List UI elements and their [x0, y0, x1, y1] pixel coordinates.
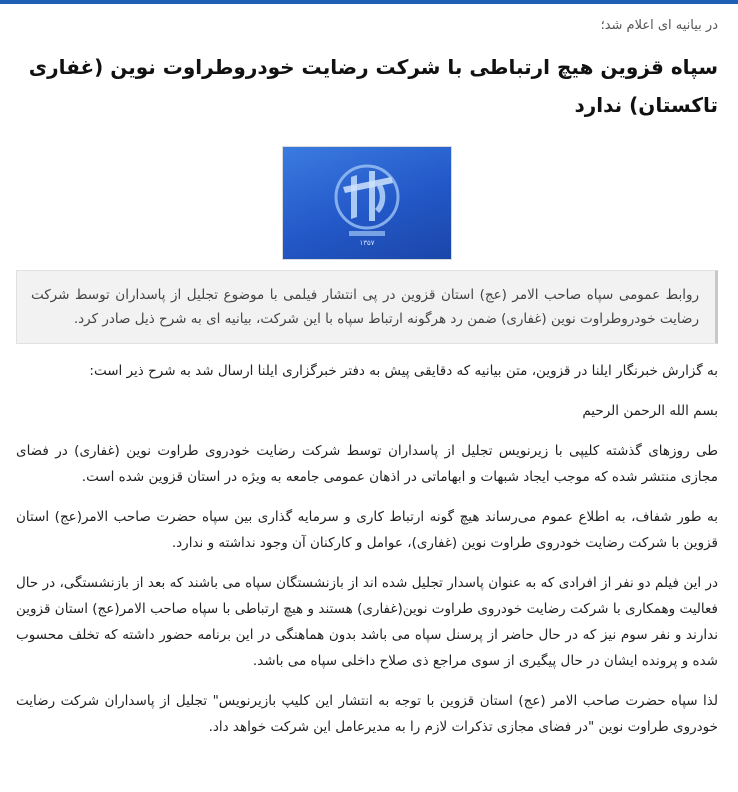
irgc-emblem-image	[282, 146, 452, 260]
svg-text:۱۳۵۷: ۱۳۵۷	[359, 239, 375, 247]
top-accent-bar	[0, 0, 738, 4]
article-subtitle: در بیانیه ای اعلام شد؛	[600, 18, 718, 33]
paragraph-body-4: لذا سپاه حضرت صاحب الامر (عج) استان قزوین با توجه به انتشار این کلیپ بازیرنویس" تجلیل از پاسداران شرکت رضایت خودروی طراوت نوین "در فضای مجازی تذکرات لازم را به مدیرعامل این شرکت خواهد داد.	[16, 693, 718, 735]
emblem-icon	[283, 147, 451, 259]
paragraph-intro: به گزارش خبرنگار ایلنا در قزوین، متن بیانیه که دقایقی پیش به دفتر خبرگزاری ایلنا ارسال شد به شرح ذیر است:	[89, 363, 718, 379]
paragraph-body-1: طی روزهای گذشته کلیپی با زیرنویس تجلیل از پاسداران توسط شرکت رضایت خودروی طراوت نوین (غفاری) در فضای مجازی منتشر شده که موجب ایجاد شبهات و ابهاماتی در اذهان عمومی جامعه به ویژه در استان قزوین شده است.	[16, 443, 718, 485]
paragraph-body-2: به طور شفاف، به اطلاع عموم می‌رساند هیچ گونه ارتباط کاری و سرمایه گذاری بین سپاه حضرت صاحب الامر(عج) استان قزوین با شرکت رضایت خودروی طراوت نوین (غفاری)، عوامل و کارکنان آن وجود نداشته و ندارد.	[16, 509, 718, 551]
paragraph-bismillah: بسم الله الرحمن الرحیم	[582, 403, 718, 419]
image-container	[16, 146, 718, 260]
article	[0, 16, 738, 740]
article-lead: روابط عمومی سپاه صاحب الامر (عج) استان قزوین در پی انتشار فیلمی با موضوع تجلیل از پاسداران توسط شرکت رضایت خودروطراوت نوین (غفاری) ضمن رد هرگونه ارتباط سپاه با این شرکت، بیانیه ای به شرح ذیل صادر کرد.	[16, 270, 718, 344]
paragraph-body-3: در این فیلم دو نفر از افرادی که به عنوان پاسدار تجلیل شده اند از بازنشستگان سپاه می باشند که بعد از بازنشستگی، در حال فعالیت وهمکاری با شرکت رضایت خودروی طراوت نوین(غفاری) هستند و هیچ ارتباطی با سپاه صاحب الامر(عج) استان قزوین ندارند و نفر سوم نیز که در حال حاضر از پرسنل سپاه می باشد بدون هماهنگی در این برنامه حضور داشته که تخلف محسوب شده و پرونده ایشان در حال پیگیری از سوی مراجع ذی صلاح داخلی سپاه می باشد.	[16, 575, 718, 669]
article-title: سپاه قزوین هیچ ارتباطی با شرکت رضایت خودروطراوت نوین (غفاری تاکستان) ندارد	[28, 55, 718, 117]
